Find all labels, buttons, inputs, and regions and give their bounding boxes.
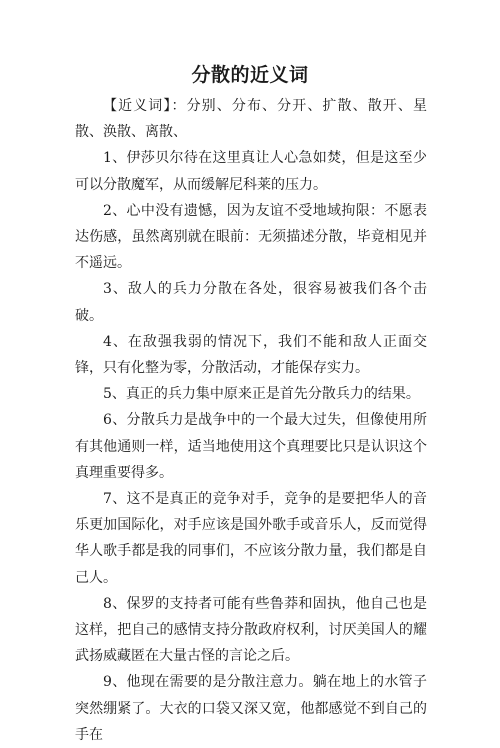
example-paragraph-8: 8、保罗的支持者可能有些鲁莽和固执，他自己也是这样，把自己的感情支持分散政府权利，讨厌美国人的耀武扬威藏匿在大量古怪的言论之后。	[75, 595, 427, 665]
document-body	[75, 93, 427, 748]
example-paragraph-3: 3、敌人的兵力分散在各处，很容易被我们各个击破。	[75, 281, 427, 324]
page-title: 分散的近义词	[191, 64, 309, 86]
example-paragraph-6: 6、分散兵力是战争中的一个最大过失，但像使用所有其他通则一样，适当地使用这个真理要比只是认识这个真理重要得多。	[75, 412, 427, 481]
example-paragraph-9: 9、他现在需要的是分散注意力。躺在地上的水管子突然绷紧了。大衣的口袋又深又宽，他都感觉不到自己的手在	[75, 674, 427, 743]
example-paragraph-5: 5、真正的兵力集中原来正是首先分散兵力的结果。	[103, 386, 420, 403]
example-paragraph-1: 1、伊莎贝尔待在这里真让人心急如焚，但是这至少可以分散魔军，从而缓解尼科莱的压力。	[75, 150, 427, 193]
example-paragraph-7: 7、这不是真正的竞争对手，竞争的是要把华人的音乐更加国际化，对手应该是国外歌手或音乐人，反而觉得华人歌手都是我的同事们，不应该分散力量，我们都是自己人。	[75, 491, 427, 586]
synonyms-paragraph: 【近义词】：分别、分布、分开、扩散、散开、星散、涣散、离散、	[75, 98, 427, 141]
example-paragraph-2: 2、心中没有遗憾，因为友谊不受地域拘限：不愿表达伤感，虽然离别就在眼前：无须描述分散，毕竟相见并不遥远。	[75, 202, 427, 272]
example-paragraph-4: 4、在敌强我弱的情况下，我们不能和敌人正面交锋，只有化整为零，分散活动，才能保存实力。	[75, 333, 427, 377]
